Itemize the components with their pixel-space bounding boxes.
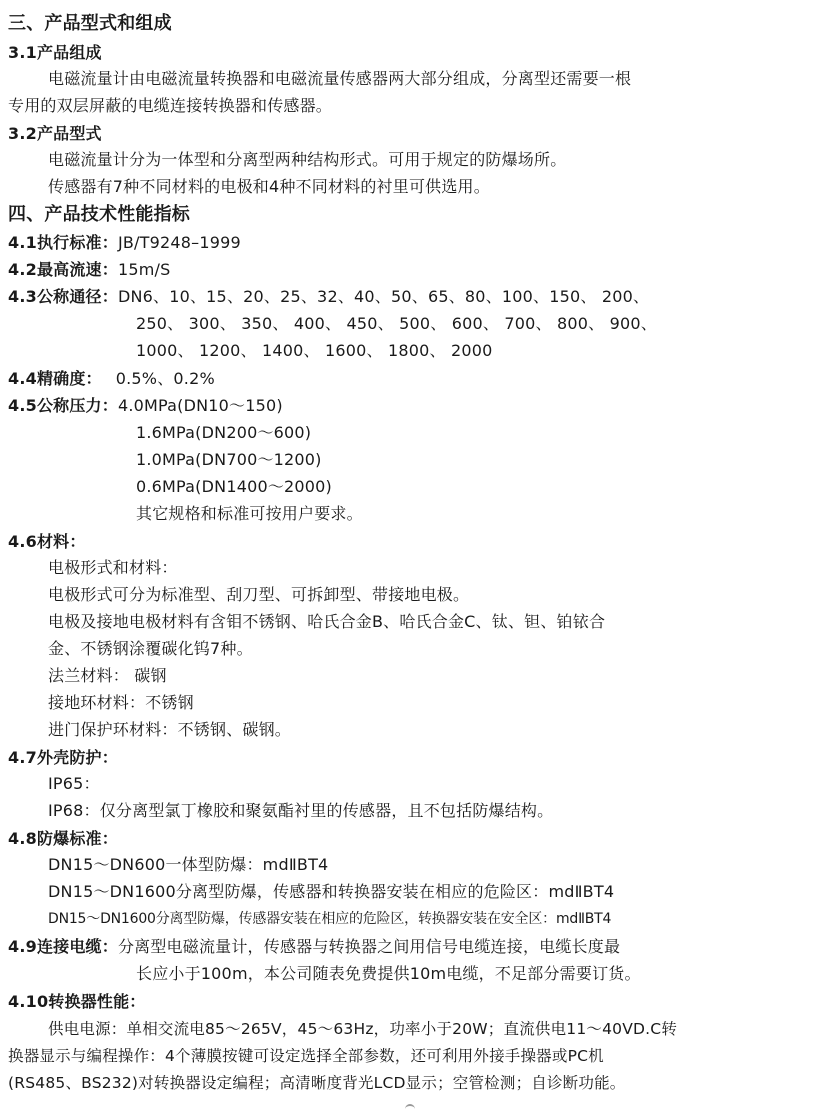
spec-4-2-value: 15m/S (117, 260, 171, 279)
spec-4-8-line-3: DN15～DN1600分离型防爆，传感器安装在相应的危险区，转换器安装在安全区：mdⅡBT4 (48, 911, 612, 927)
spec-4-2 (8, 258, 834, 282)
section-3-2-title: 3.2产品型式 (8, 124, 102, 143)
spec-4-9-label: 4.9连接电缆： (8, 937, 118, 956)
spec-4-9-line-2: 长应小于100m，本公司随表免费提供10m电缆，不足部分需要订货。 (136, 964, 641, 983)
spec-4-8-line-1: DN15～DN600一体型防爆：mdⅡBT4 (48, 855, 329, 874)
spec-4-2-label: 4.2最高流速： (8, 260, 118, 279)
spec-4-9 (8, 935, 834, 959)
spec-4-10-line-2: 换器显示与编程操作：4个薄膜按键可设定选择全部参数，还可利用外接手操器或PC机 (8, 1047, 604, 1065)
spec-4-6-line-4: 金、不锈钢涂覆碳化钨7种。 (48, 639, 253, 658)
spec-4-5-line-1: 4.0MPa(DN10～150) (117, 396, 283, 415)
spec-4-7-line-1: IP65： (48, 774, 100, 793)
spec-4-3-line-1: DN6、10、15、20、25、32、40、50、65、80、100、150、 200、 (117, 287, 650, 306)
spec-4-10-line-1: 供电电源：单相交流电85～265V，45～63Hz，功率小于20W；直流供电11～40VD.C转 (48, 1020, 678, 1038)
spec-4-1-label: 4.1执行标准： (8, 233, 118, 252)
page-edge-mark (405, 1104, 415, 1112)
spec-4-6-line-7: 进门保护环材料：不锈钢、碳钢。 (48, 720, 292, 739)
section-3-1-para-line-2: 专用的双层屏蔽的电缆连接转换器和传感器。 (8, 96, 333, 115)
spec-4-10-label: 4.10转换器性能： (8, 992, 146, 1011)
spec-4-5-line-3: 1.0MPa(DN700～1200) (136, 450, 322, 469)
section-3-1-para-line-1: 电磁流量计由电磁流量转换器和电磁流量传感器两大部分组成，分离型还需要一根 (48, 69, 632, 88)
spec-4-3 (8, 285, 834, 309)
spec-4-5-line-5: 其它规格和标准可按用户要求。 (136, 504, 363, 523)
spec-4-4-value: 0.5%、0.2% (115, 369, 215, 388)
spec-4-9-line-1: 分离型电磁流量计，传感器与转换器之间用信号电缆连接，电缆长度最 (117, 937, 621, 956)
spec-4-5 (8, 394, 834, 418)
section-3-2-para-line-1: 电磁流量计分为一体型和分离型两种结构形式。可用于规定的防爆场所。 (48, 150, 567, 169)
spec-4-5-label: 4.5公称压力： (8, 396, 118, 415)
spec-4-5-line-2: 1.6MPa(DN200～600) (136, 423, 312, 442)
spec-4-6-label: 4.6材料： (8, 532, 86, 551)
spec-4-10-line-3: (RS485、BS232)对转换器设定编程；高清晰度背光LCD显示；空管检测；自诊断功能。 (8, 1074, 626, 1092)
spec-4-7-line-2: IP68：仅分离型氯丁橡胶和聚氨酯衬里的传感器，且不包括防爆结构。 (48, 801, 554, 820)
spec-4-6-line-5: 法兰材料： 碳钢 (48, 666, 167, 685)
spec-4-5-line-4: 0.6MPa(DN1400～2000) (136, 477, 332, 496)
spec-4-6-line-2: 电极形式可分为标准型、刮刀型、可拆卸型、带接地电极。 (48, 585, 470, 604)
spec-4-6-line-1: 电极形式和材料： (48, 558, 178, 577)
spec-4-4 (8, 367, 834, 391)
spec-4-4-label: 4.4精确度： (8, 369, 102, 388)
section-4-title: 四、产品技术性能指标 (8, 204, 190, 225)
spec-4-1-value: JB/T9248–1999 (117, 233, 241, 252)
spec-4-6-line-6: 接地环材料：不锈钢 (48, 693, 194, 712)
spec-4-8-label: 4.8防爆标准： (8, 829, 118, 848)
spec-4-6-line-3: 电极及接地电极材料有含钼不锈钢、哈氏合金B、哈氏合金C、钛、钽、铂铱合 (48, 612, 606, 631)
spec-4-8-line-2: DN15～DN1600分离型防爆，传感器和转换器安装在相应的危险区：mdⅡBT4 (48, 882, 615, 901)
spec-4-3-line-2: 250、 300、 350、 400、 450、 500、 600、 700、 800、 900、 (136, 314, 657, 333)
section-3-2-para-line-2: 传感器有7种不同材料的电极和4种不同材料的衬里可供选用。 (48, 177, 490, 196)
spec-4-1 (8, 231, 834, 255)
spec-4-3-line-3: 1000、 1200、 1400、 1600、 1800、 2000 (136, 341, 493, 360)
section-3-title: 三、产品型式和组成 (8, 13, 172, 34)
spec-4-7-label: 4.7外壳防护： (8, 748, 118, 767)
section-3-1-title: 3.1产品组成 (8, 43, 102, 62)
spec-4-3-label: 4.3公称通径： (8, 287, 118, 306)
